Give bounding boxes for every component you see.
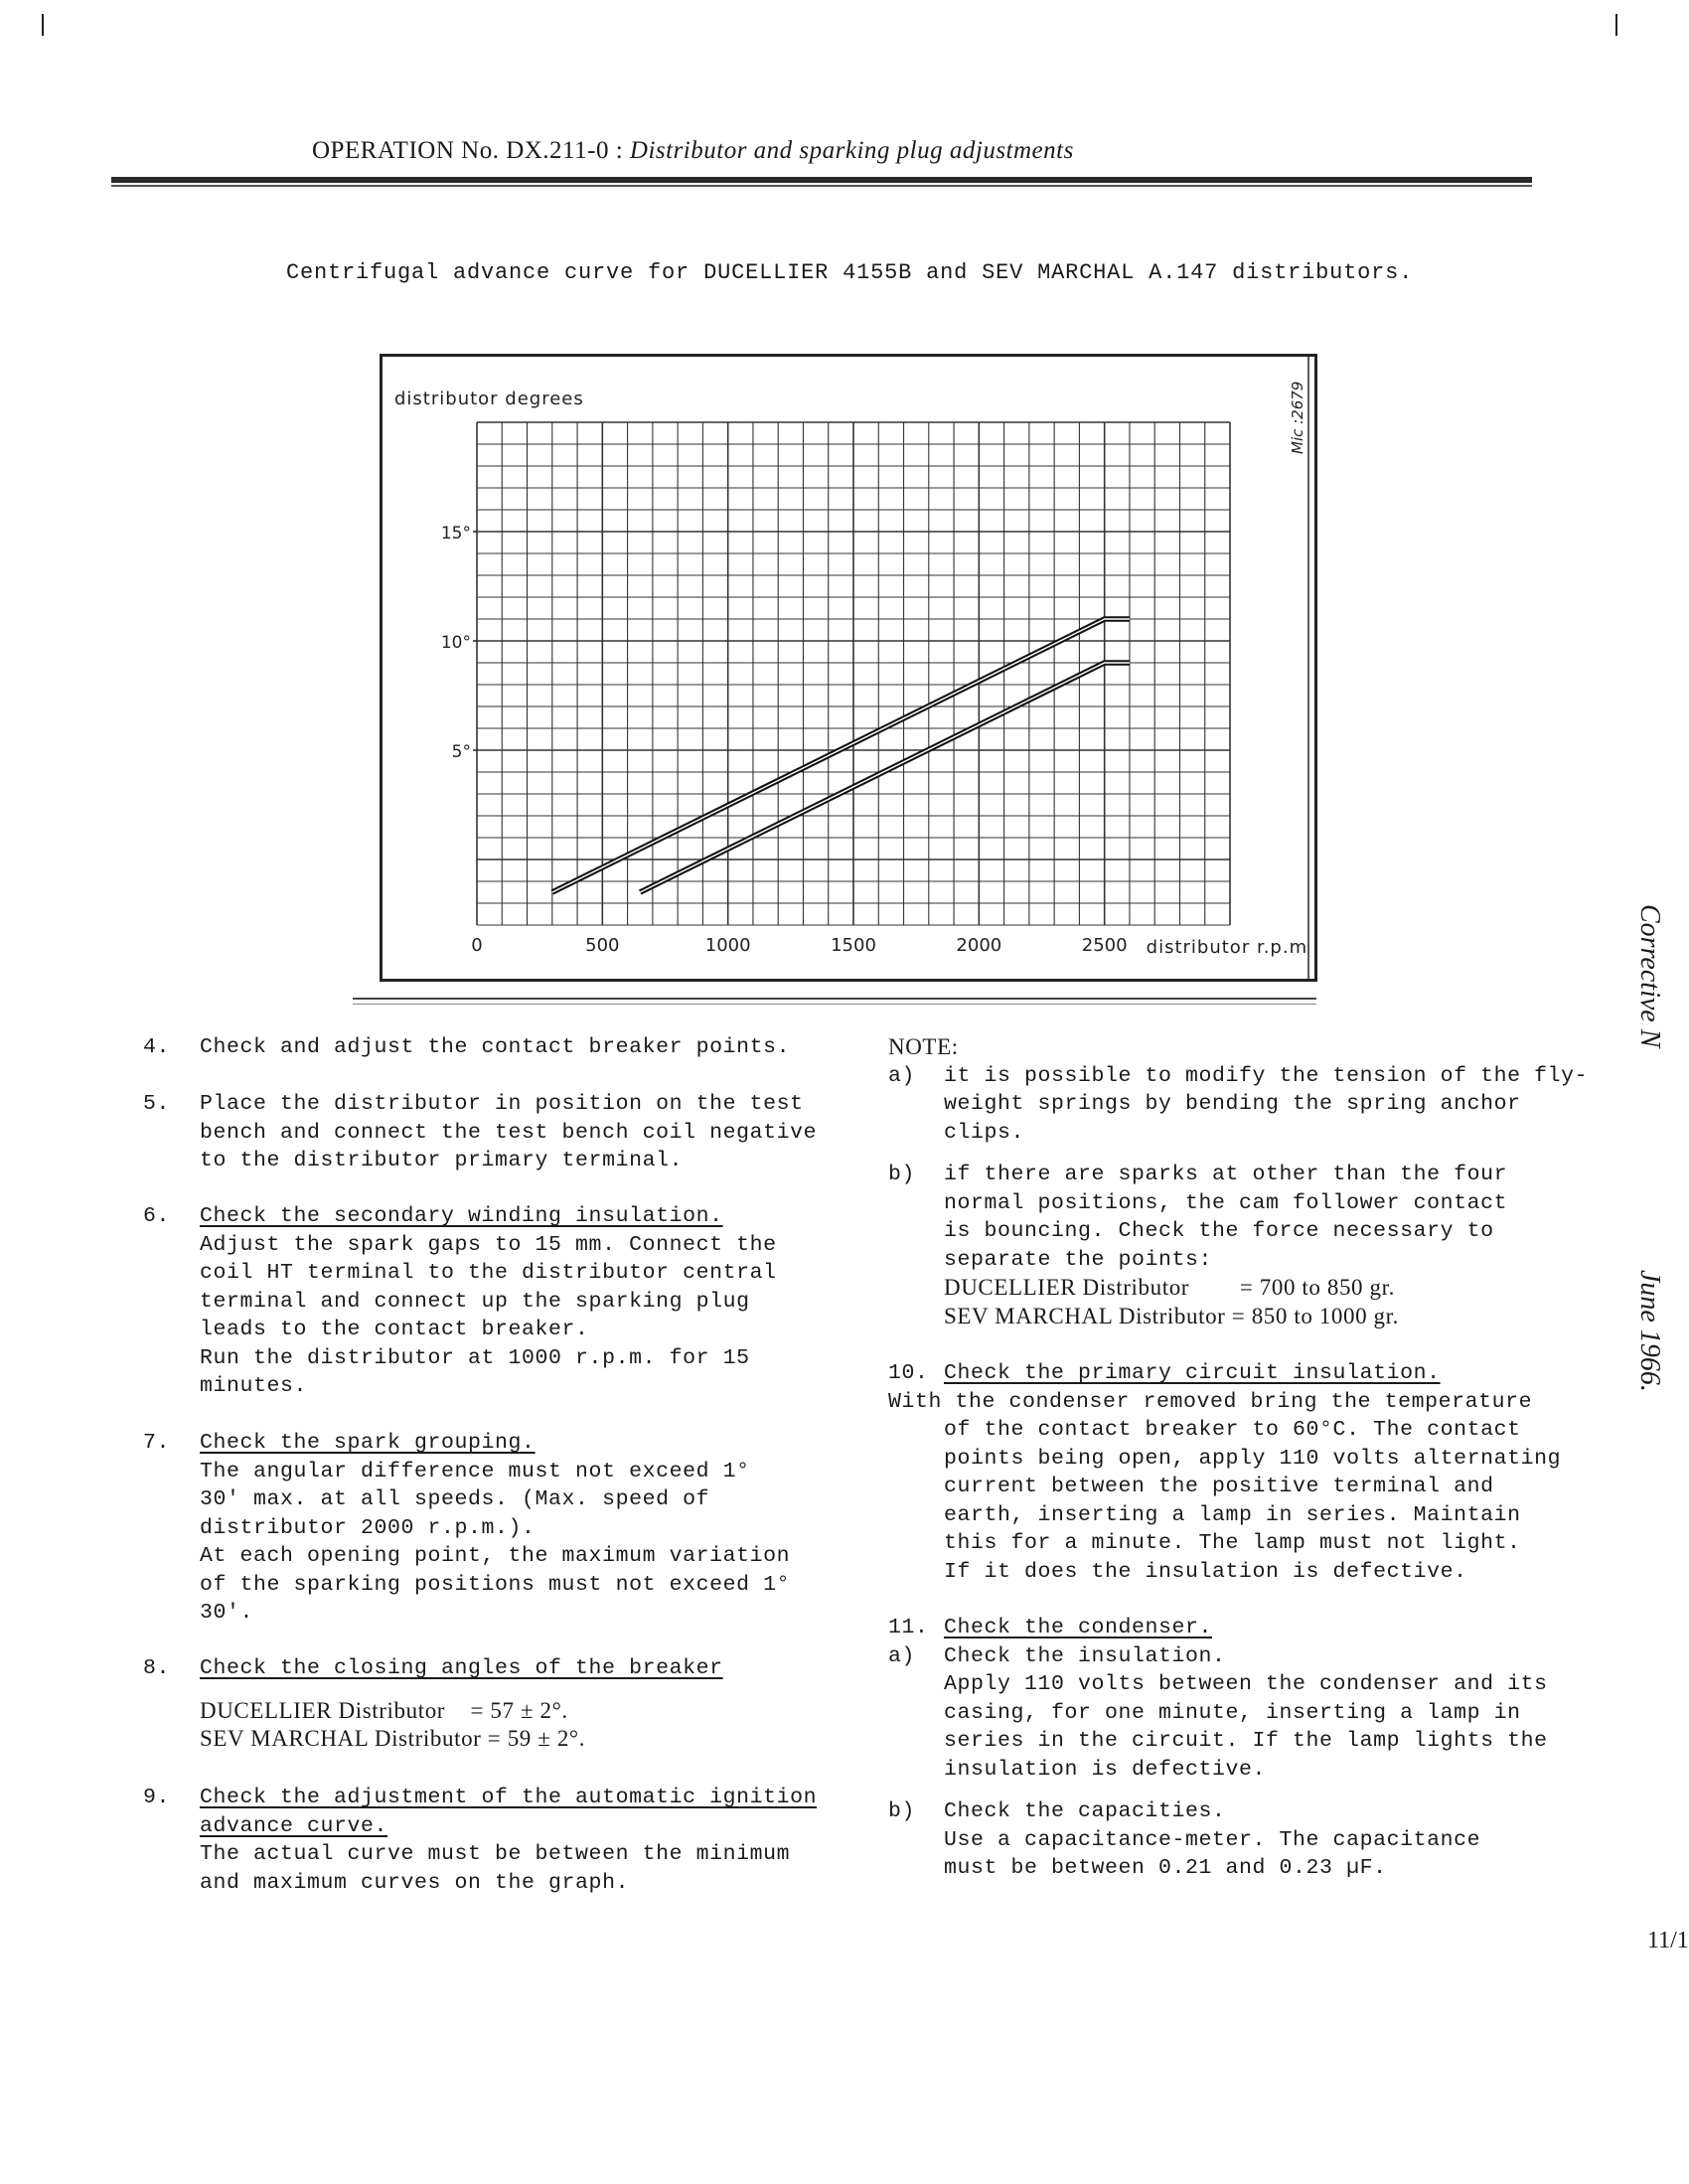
- step-line: terminal and connect up the sparking plug: [200, 1289, 750, 1314]
- step-line: [200, 1683, 723, 1697]
- chart-svg: [383, 357, 1314, 979]
- step-11: [888, 1614, 1548, 1883]
- step-title-cont: advance curve.: [200, 1813, 388, 1838]
- operation-number: OPERATION No. DX.211-0 :: [312, 137, 630, 164]
- y-tick-label: 10°: [440, 633, 471, 653]
- side-date: June 1966.: [1634, 1270, 1665, 1392]
- step-line: If it does the insulation is defective.: [944, 1559, 1467, 1584]
- x-tick-label: 1000: [704, 935, 751, 956]
- x-tick-label: 0: [471, 935, 483, 956]
- scan-mark-right: [1615, 14, 1617, 36]
- note-line: normal positions, the cam follower contact: [944, 1190, 1508, 1215]
- x-tick-label: 1500: [831, 935, 876, 956]
- note-heading: NOTE:: [888, 1034, 959, 1059]
- step-line: The actual curve must be between the minimum: [200, 1842, 791, 1866]
- sub-a-label: a): [888, 1643, 916, 1668]
- note-line: clips.: [944, 1120, 1025, 1145]
- corrective-note: Corrective N: [1634, 904, 1665, 1048]
- step-line: The angular difference must not exceed 1°: [200, 1459, 750, 1483]
- sub-title: Check the capacities.: [944, 1799, 1226, 1823]
- header-rule-thin: [111, 185, 1532, 187]
- step-number: 9.: [143, 1786, 171, 1809]
- step-line: points being open, apply 110 volts alternating: [944, 1446, 1562, 1471]
- header-rule: [111, 177, 1532, 183]
- step-line: casing, for one minute, inserting a lamp in: [944, 1700, 1521, 1725]
- chart-underline: [353, 998, 1316, 1000]
- step-number: 10.: [888, 1361, 929, 1385]
- step-title: Check the closing angles of the breaker: [200, 1656, 723, 1680]
- x-tick-label: 2500: [1081, 935, 1128, 956]
- page-number: 11/1: [1647, 1928, 1689, 1953]
- step-line: Apply 110 volts between the condenser and its: [944, 1672, 1548, 1696]
- step-line: bench and connect the test bench coil negative: [200, 1120, 818, 1145]
- step-line: At each opening point, the maximum variation: [200, 1544, 791, 1568]
- step-number: 5.: [143, 1092, 171, 1116]
- note: [888, 1033, 1588, 1330]
- step-number: 8.: [143, 1656, 171, 1680]
- step-line: to the distributor primary terminal.: [200, 1149, 684, 1172]
- x-tick-label: 500: [585, 935, 620, 956]
- note-line: if there are sparks at other than the four: [944, 1163, 1508, 1186]
- x-tick-label: 2000: [956, 935, 1002, 956]
- step-line: Adjust the spark gaps to 15 mm. Connect the: [200, 1232, 777, 1257]
- sub-title: Check the insulation.: [944, 1643, 1226, 1668]
- step-title: Check the primary circuit insulation.: [944, 1361, 1441, 1385]
- step-line: and maximum curves on the graph.: [200, 1870, 630, 1895]
- scan-mark-left: [42, 14, 44, 36]
- step-title: Check the condenser.: [944, 1616, 1213, 1639]
- step-8: [143, 1654, 723, 1754]
- note-line: SEV MARCHAL Distributor = 850 to 1000 gr.: [944, 1303, 1399, 1328]
- step-line: leads to the contact breaker.: [200, 1318, 589, 1341]
- step-line: current between the positive terminal and: [944, 1475, 1494, 1498]
- step-line: of the sparking positions must not exceed 1°: [200, 1572, 791, 1597]
- step-9: [143, 1784, 817, 1897]
- step-line: DUCELLIER Distributor = 57 ± 2°.: [200, 1697, 568, 1723]
- step-title: Check the secondary winding insulation.: [200, 1204, 723, 1228]
- step-line: must be between 0.21 and 0.23 µF.: [944, 1856, 1387, 1880]
- stamp-label: Mic :2679: [1289, 381, 1306, 454]
- note-b-label: b): [888, 1163, 916, 1186]
- chart-caption: Centrifugal advance curve for DUCELLIER 4155B and SEV MARCHAL A.147 distributors.: [286, 260, 1414, 285]
- advance-curve-chart: [380, 354, 1317, 982]
- step-title: Check the adjustment of the automatic ignition: [200, 1786, 818, 1809]
- step-10: [888, 1359, 1562, 1586]
- step-number: 4.: [143, 1035, 171, 1059]
- step-line: insulation is defective.: [944, 1757, 1267, 1782]
- step-line: coil HT terminal to the distributor central: [200, 1261, 777, 1285]
- note-line: separate the points:: [944, 1247, 1213, 1272]
- step-number: 6.: [143, 1204, 171, 1228]
- step-7: [143, 1429, 790, 1628]
- y-tick-label: 15°: [440, 524, 471, 544]
- note-line: is bouncing. Check the force necessary to: [944, 1219, 1494, 1243]
- step-line: 30' max. at all speeds. (Max. speed of: [200, 1487, 710, 1511]
- y-axis-label: distributor degrees: [394, 389, 584, 409]
- page-header: [312, 137, 1074, 165]
- step-line: Use a capacitance-meter. The capacitance: [944, 1827, 1481, 1852]
- step-line: SEV MARCHAL Distributor = 59 ± 2°.: [200, 1726, 586, 1751]
- y-tick-label: 5°: [451, 742, 471, 762]
- sub-b-label: b): [888, 1799, 916, 1823]
- step-title: Check and adjust the contact breaker points.: [200, 1035, 791, 1059]
- step-number: 7.: [143, 1431, 171, 1455]
- step-line: Run the distributor at 1000 r.p.m. for 15: [200, 1345, 750, 1370]
- step-line: this for a minute. The lamp must not light.: [944, 1531, 1521, 1555]
- step-line: distributor 2000 r.p.m.).: [200, 1515, 536, 1540]
- x-axis-label: distributor r.p.m: [1146, 937, 1308, 958]
- step-4: [143, 1033, 790, 1062]
- step-line: of the contact breaker to 60°C. The contact: [944, 1418, 1521, 1442]
- step-5: [143, 1090, 817, 1175]
- step-line: 30'.: [200, 1601, 254, 1625]
- chart-underline-thin: [353, 1004, 1316, 1005]
- series-line-2: [640, 663, 1130, 892]
- step-title: Check the spark grouping.: [200, 1431, 536, 1455]
- step-line: series in the circuit. If the lamp lights the: [944, 1729, 1548, 1753]
- note-line: weight springs by bending the spring anchor: [944, 1092, 1521, 1116]
- note-line: DUCELLIER Distributor = 700 to 850 gr.: [944, 1275, 1395, 1300]
- step-line: Place the distributor in position on the test: [200, 1092, 804, 1116]
- series-line-1: [552, 619, 1130, 892]
- note-line: it is possible to modify the tension of the fly-: [944, 1063, 1589, 1088]
- step-line: With the condenser removed bring the temperature: [888, 1389, 1533, 1414]
- operation-title: Distributor and sparking plug adjustments: [629, 137, 1074, 164]
- note-a-label: a): [888, 1063, 916, 1088]
- step-6: [143, 1202, 777, 1401]
- step-line: earth, inserting a lamp in series. Maintain: [944, 1502, 1521, 1527]
- step-line: minutes.: [200, 1374, 308, 1398]
- step-number: 11.: [888, 1616, 929, 1639]
